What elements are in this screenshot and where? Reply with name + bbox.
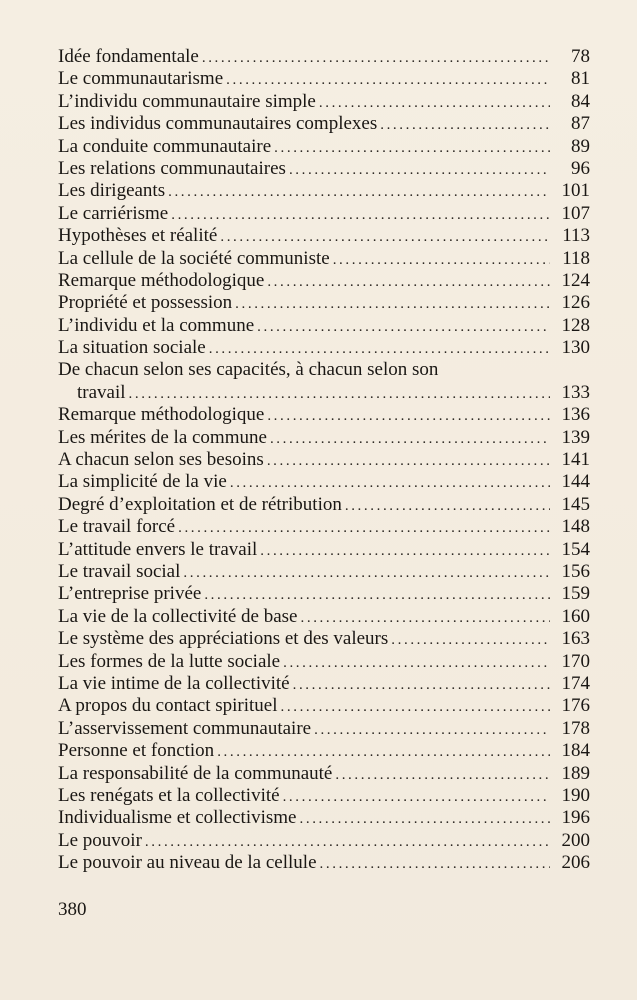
toc-entry-page: 89: [571, 135, 590, 157]
toc-entry: [58, 136, 590, 158]
toc-entry-title: La responsabilité de la communauté: [58, 762, 333, 784]
toc-entry: [58, 561, 590, 583]
toc-entry-title: A chacun selon ses besoins: [58, 449, 264, 471]
toc-entry-title: Les mérites de la commune: [58, 426, 267, 448]
toc-entry: [58, 225, 590, 247]
dot-leader: [300, 808, 551, 830]
toc-entry-page: 133: [561, 381, 590, 403]
toc-entry: [58, 606, 590, 628]
toc-entry-title: L’individu et la commune: [58, 314, 255, 336]
dot-leader: [320, 853, 550, 875]
toc-entry: [58, 830, 590, 852]
toc-entry-title: L’attitude envers le travail: [58, 538, 258, 560]
toc-entry-title: Les dirigeants: [58, 180, 166, 202]
table-of-contents: [58, 46, 590, 874]
dot-leader: [293, 674, 550, 696]
toc-entry-title: Le système des appréciations et des valeurs: [58, 628, 389, 650]
dot-leader: [314, 719, 550, 741]
toc-entry-title: La vie de la collectivité de base: [58, 605, 298, 627]
toc-entry: [58, 404, 590, 426]
dot-leader: [226, 69, 550, 91]
dot-leader: [345, 495, 550, 517]
toc-entry-page: 81: [571, 68, 590, 90]
dot-leader: [301, 607, 551, 629]
toc-entry: [58, 46, 590, 68]
toc-entry: [58, 807, 590, 829]
toc-entry-page: 101: [561, 180, 590, 202]
toc-entry: [58, 785, 590, 807]
dot-leader: [235, 293, 550, 315]
toc-entry-title: Les individus communautaires complexes: [58, 113, 378, 135]
toc-entry-title: Idée fondamentale: [58, 46, 199, 67]
toc-entry: [58, 852, 590, 874]
toc-entry-title: La conduite communautaire: [58, 135, 272, 157]
dot-leader: [281, 696, 550, 718]
dot-leader: [274, 137, 550, 159]
toc-entry-page: 163: [561, 628, 590, 650]
toc-entry-title-continued: travail: [77, 381, 126, 403]
dot-leader: [202, 47, 550, 69]
dot-leader: [257, 316, 550, 338]
toc-entry-title: Hypothèses et réalité: [58, 225, 218, 247]
dot-leader: [217, 741, 550, 763]
toc-entry: [58, 113, 590, 135]
toc-entry: [58, 763, 590, 785]
toc-entry-title: Les formes de la lutte sociale: [58, 650, 281, 672]
toc-entry-page: 113: [562, 225, 590, 247]
dot-leader: [283, 652, 550, 674]
toc-entry-title: Le travail forcé: [58, 516, 176, 538]
toc-entry-title: Le carriérisme: [58, 202, 169, 224]
toc-entry: [58, 651, 590, 673]
toc-entry-page: 144: [561, 471, 590, 493]
toc-entry: [58, 359, 590, 404]
dot-leader: [220, 226, 550, 248]
toc-entry-title: A propos du contact spirituel: [58, 695, 278, 717]
toc-entry-title: La vie intime de la collectivité: [58, 672, 290, 694]
toc-entry-page: 87: [571, 113, 590, 135]
toc-entry-title: L’asservissement communautaire: [58, 717, 312, 739]
toc-entry-title: La simplicité de la vie: [58, 471, 227, 493]
toc-entry-title: Degré d’exploitation et de rétribution: [58, 493, 342, 515]
toc-entry-page: 145: [561, 493, 590, 515]
toc-entry-page: 174: [561, 672, 590, 694]
toc-entry: [58, 740, 590, 762]
toc-entry-title: Propriété et possession: [58, 292, 233, 314]
toc-entry: [58, 91, 590, 113]
toc-entry-title: Remarque méthodologique: [58, 269, 265, 291]
toc-entry-page: 189: [561, 762, 590, 784]
toc-entry-page: 159: [561, 583, 590, 605]
dot-leader: [267, 271, 550, 293]
toc-entry-page: 206: [561, 852, 590, 874]
dot-leader: [283, 786, 550, 808]
toc-entry: [58, 248, 590, 270]
toc-entry-title: L’individu communautaire simple: [58, 90, 316, 112]
dot-leader: [289, 159, 550, 181]
dot-leader: [267, 405, 550, 427]
toc-entry-page: 170: [561, 650, 590, 672]
toc-entry: [58, 471, 590, 493]
toc-entry-page: 107: [561, 202, 590, 224]
dot-leader: [391, 629, 550, 651]
dot-leader: [129, 383, 550, 405]
toc-entry: [58, 292, 590, 314]
toc-entry-page: 176: [561, 695, 590, 717]
dot-leader: [183, 562, 550, 584]
dot-leader: [204, 584, 550, 606]
toc-entry-title: Individualisme et collectivisme: [58, 807, 297, 829]
dot-leader: [230, 472, 550, 494]
dot-leader: [260, 540, 550, 562]
toc-entry: [58, 203, 590, 225]
toc-entry: [58, 628, 590, 650]
dot-leader: [380, 114, 550, 136]
toc-entry: [58, 494, 590, 516]
toc-entry-title: Les relations communautaires: [58, 157, 286, 179]
dot-leader: [270, 428, 550, 450]
toc-entry-title: L’entreprise privée: [58, 583, 202, 605]
toc-entry-title: Remarque méthodologique: [58, 404, 265, 426]
toc-entry-page: 160: [561, 605, 590, 627]
toc-entry-title: Le travail social: [58, 561, 181, 582]
toc-entry-page: 84: [571, 90, 590, 112]
toc-entry: [58, 516, 590, 538]
dot-leader: [178, 517, 550, 539]
toc-entry: [58, 158, 590, 180]
toc-entry: [58, 449, 590, 471]
dot-leader: [145, 831, 550, 853]
toc-entry-page: 136: [561, 404, 590, 426]
dot-leader: [319, 92, 550, 114]
toc-entry: [58, 337, 590, 359]
toc-entry-page: 178: [561, 717, 590, 739]
toc-entry-page: 154: [561, 538, 590, 560]
toc-entry-continuation: [58, 382, 590, 404]
toc-entry: [58, 427, 590, 449]
toc-entry-title: La situation sociale: [58, 337, 206, 359]
toc-entry: [58, 315, 590, 337]
toc-entry-page: 96: [571, 157, 590, 179]
toc-entry-page: 78: [571, 46, 590, 67]
toc-entry-title: De chacun selon ses capacités, à chacun selon son: [58, 359, 439, 381]
toc-entry: [58, 539, 590, 561]
toc-entry-title: Les renégats et la collectivité: [58, 784, 280, 806]
dot-leader: [168, 181, 550, 203]
page-number: 380: [58, 899, 87, 920]
toc-entry-page: 139: [561, 426, 590, 448]
toc-entry-page: 190: [561, 784, 590, 806]
toc-entry-title: Le pouvoir: [58, 829, 142, 851]
toc-entry-title: Personne et fonction: [58, 740, 215, 762]
toc-entry: [58, 270, 590, 292]
toc-entry: [58, 68, 590, 90]
toc-entry-title: La cellule de la société communiste: [58, 247, 330, 269]
toc-entry-page: 128: [561, 314, 590, 336]
toc-entry-page: 126: [561, 292, 590, 314]
dot-leader: [171, 204, 550, 226]
toc-entry-page: 148: [561, 516, 590, 538]
toc-entry: [58, 718, 590, 740]
toc-entry: [58, 673, 590, 695]
toc-entry-page: 200: [561, 829, 590, 851]
toc-entry-page: 196: [561, 807, 590, 829]
toc-entry-page: 124: [561, 269, 590, 291]
toc-entry: [58, 180, 590, 202]
toc-entry: [58, 695, 590, 717]
toc-entry-page: 156: [561, 561, 590, 582]
toc-entry: [58, 583, 590, 605]
toc-entry-page: 141: [561, 449, 590, 471]
toc-entry-page: 118: [562, 247, 590, 269]
toc-entry-title: Le communautarisme: [58, 68, 224, 90]
dot-leader: [335, 764, 550, 786]
dot-leader: [209, 338, 550, 360]
toc-entry-title: Le pouvoir au niveau de la cellule: [58, 852, 317, 874]
dot-leader: [333, 249, 550, 271]
toc-entry-page: 130: [561, 337, 590, 359]
dot-leader: [267, 450, 550, 472]
toc-entry-page: 184: [561, 740, 590, 762]
